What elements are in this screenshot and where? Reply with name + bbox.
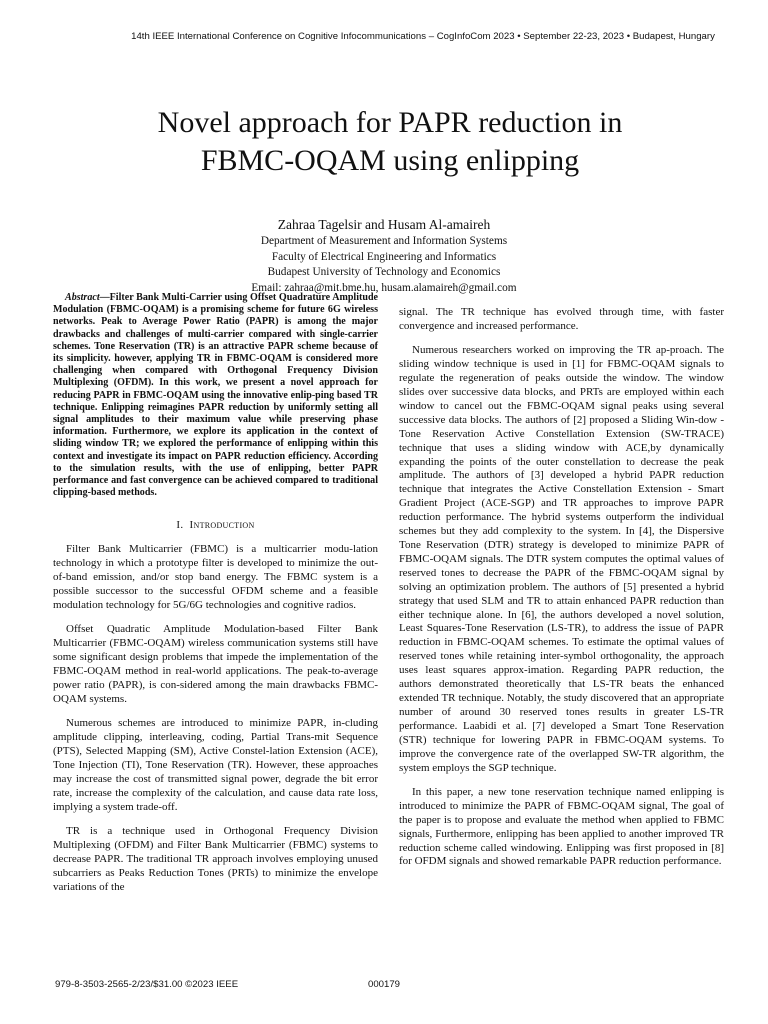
conference-header (0, 31, 768, 42)
paper-title (60, 104, 720, 180)
author-email: Email: zahraa@mit.bme.hu, husam.alamaireh@gmail.com (251, 281, 517, 294)
paragraph: signal. The TR technique has evolved through time, with faster convergence and increased performance. (399, 306, 724, 332)
paragraph: Numerous schemes are introduced to minimize PAPR, in-cluding amplitude clipping, interleaving, coding, Partial Trans-mit Sequence (PTS), Selected Mapping (SM), Active Constel-lation Extension (ACE), Tone Injection (TI), Tone Reservation (TR). However, these approaches may increase the cost of transmitted signal power, degrade the bit error rate, increase the complexity of the calculation, and cause data rate loss, implying a system trade-off. (53, 717, 378, 813)
footer-copyright: 979-8-3503-2565-2/23/$31.00 ©2023 IEEE (55, 979, 239, 990)
author-block (0, 216, 768, 296)
author-names: Zahraa Tagelsir and Husam Al-amaireh (277, 217, 491, 232)
affiliation-faculty: Faculty of Electrical Engineering and Informatics (271, 250, 497, 263)
paper-title-line-1: Novel approach for PAPR reduction in (157, 106, 623, 139)
right-column (399, 306, 724, 880)
section-number: I. (176, 519, 184, 532)
paper-title-line-2: FBMC-OQAM using enlipping (200, 144, 580, 177)
paragraph: Filter Bank Multicarrier (FBMC) is a multicarrier modu-lation technology in which a prototype filter is developed to minimize the out-of-band emission, and/or stop band energy. The FBMC system is a possible successor to the successful OFDM scheme and a feasible modulation technology for 5G/6G technologies and cognitive radios. (53, 543, 378, 611)
left-column (53, 292, 378, 905)
section-heading-introduction (53, 519, 378, 533)
abstract-text: —Filter Bank Multi-Carrier using Offset Quadrature Amplitude Modulation (FBMC-OQAM) is a promising scheme for future 6G wireless networks. Peak to Average Power Ratio (PAPR) is among the major drawbacks and challenges of multi-carrier compared with single-carrier schemes. Tone Reservation (TR) is an attractive PAPR scheme because of its simplicity. however, applying TR in FBMC-OQAM is considered more challenging when compared with Orthogonal Frequency Division Multiplexing (OFDM). In this work, we present a novel approach for reducing PAPR in FBMC-OQAM using the innovative enlip-ping based TR technique. Enlipping reimagines PAPR reduction by uniformly setting all signal amplitudes to their maximum value while preserving phase information. Furthermore, we explore its application in the context of sliding window TR; we explored the performance of enlipping within this context and investigate its impact on PAPR reduction efficiency. According to the simulation results, with the use of enlipping, better PAPR performance and fast convergence can be achieved compared to traditional clipping-based methods. (53, 292, 378, 499)
paragraph: Offset Quadratic Amplitude Modulation-based Filter Bank Multicarrier (FBMC-OQAM) wireless communication systems still have some significant design problems that impede the implementation of the FBMC-OQAM method in real-world applications. The peak-to-average power ratio (PAPR), is con-sidered among the main drawbacks FBMC-OQAM systems. (53, 623, 378, 705)
paragraph: TR is a technique used in Orthogonal Frequency Division Multiplexing (OFDM) and Filter Bank Multicarrier (FBMC) systems to decrease PAPR. The traditional TR approach involves employing unused subcarriers as Peaks Reduction Tones (PRTs) to minimize the envelope variations of the (53, 825, 378, 893)
footer-page-number: 000179 (368, 979, 401, 990)
paragraph: In this paper, a new tone reservation technique named enlipping is introduced to minimize the PAPR of FBMC-OQAM signal, The goal of the paper is to propose and evaluate the method when applied to FBMC signals, Furthermore, enlipping has been applied to another improved TR reduction scheme called windowing. Enlipping was first proposed in [8] for OFDM signals and showed remarkable PAPR reduction performance. (399, 785, 724, 868)
affiliation-department: Department of Measurement and Information Systems (260, 235, 508, 247)
paragraph: Numerous researchers worked on improving the TR ap-proach. The sliding window technique is used in [1] for FBMC-OQAM signals to regulate the regeneration of peaks outside the window. The window slides over successive data blocks, and PRTs are employed within each window to cancel out the FBMC-OQAM signal peaks using several successive data blocks. The authors of [2] proposed a Sliding Win-dow - Tone Reservation Active Constellation Extension (SW-TRACE) technique that uses a sliding window with ACE,by dynamically expanding the points of the outer constellation to decrease the peak amplitude. The authors of [3] developed a hybrid PAPR reduction technique that integrates the Active Constellation Extension - Smart Gradient Project (ACE-SGP) and TR approaches to improve PAPR reduction performance. The hybrid systems outperform the individual schemes but they add complexity to the system. In [4], the Dispersive Tone Reservation (DTR) strategy is developed to minimize PAPR of FBMC-OQAM signals. The DTR system computes the optimal values of reserved tones to decrease the PAPR of the FBMC-OQAM signal by solving an optimization problem. The authors of [5] presented a hybrid strategy that used SLM and TR to attain enhanced PAPR reduction than either technique alone. In [6], the authors developed a novel solution, Least Squares-Tone Reservation (LS-TR), to address the issue of PAPR reduction in FBMC-OQAM schemes. To estimate the optimal values of reserved tones while retaining inter-symbol orthogonality, the approach uses least squares approx-imation. Regarding PAPR reduction, the authors demonstrated theoretically that LS-TR beats the enhanced extended TR technique. Notably, the study discovered that an appropriate number of around 30 reserved tones results in greater LS-TR performance. Laabidi et al. [7] developed a Smart Tone Reservation (STR) technique for lowering PAPR in FBMC-OQAM systems. To improve the convergence rate of the overlapped SW-TR algorithm, the system employs the SGP technique. (399, 344, 724, 774)
abstract (53, 292, 378, 499)
section-title: Introduction (189, 519, 255, 532)
conference-header-text: 14th IEEE International Conference on Cognitive Infocommunications – CogInfoCom 2023 • September 22-23, 2023 • Budapest, Hungary (131, 31, 715, 42)
affiliation-university: Budapest University of Technology and Economics (267, 266, 501, 279)
abstract-label: Abstract (65, 292, 100, 303)
